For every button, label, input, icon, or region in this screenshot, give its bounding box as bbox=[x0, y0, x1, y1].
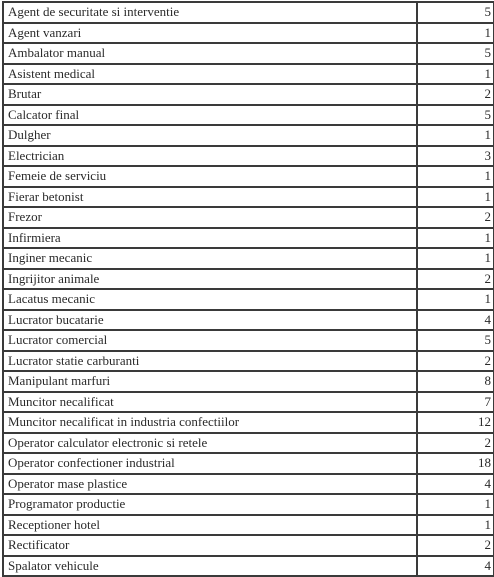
job-count-cell: 1 bbox=[417, 125, 494, 146]
table-row bbox=[3, 515, 494, 536]
table-row bbox=[3, 166, 494, 187]
job-title-cell: Asistent medical bbox=[3, 64, 417, 85]
job-count-cell: 5 bbox=[417, 330, 494, 351]
table-row bbox=[3, 412, 494, 433]
job-title-cell: Spalator vehicule bbox=[3, 556, 417, 577]
job-title-cell: Lucrator statie carburanti bbox=[3, 351, 417, 372]
job-count-cell: 5 bbox=[417, 105, 494, 126]
job-count-cell: 1 bbox=[417, 166, 494, 187]
table-row bbox=[3, 146, 494, 167]
job-title-cell: Ingrijitor animale bbox=[3, 269, 417, 290]
job-count-cell: 4 bbox=[417, 556, 494, 577]
table-row bbox=[3, 392, 494, 413]
table-row bbox=[3, 207, 494, 228]
job-count-cell: 4 bbox=[417, 474, 494, 495]
table-row bbox=[3, 371, 494, 392]
job-title-cell: Fierar betonist bbox=[3, 187, 417, 208]
job-count-cell: 8 bbox=[417, 371, 494, 392]
job-count-cell: 1 bbox=[417, 187, 494, 208]
job-count-cell: 4 bbox=[417, 310, 494, 331]
table-row bbox=[3, 125, 494, 146]
job-count-cell: 18 bbox=[417, 453, 494, 474]
job-count-cell: 2 bbox=[417, 84, 494, 105]
job-count-cell: 1 bbox=[417, 494, 494, 515]
job-count-cell: 1 bbox=[417, 228, 494, 249]
job-title-cell: Electrician bbox=[3, 146, 417, 167]
job-title-cell: Dulgher bbox=[3, 125, 417, 146]
job-title-cell: Lucrator comercial bbox=[3, 330, 417, 351]
table-row bbox=[3, 2, 494, 23]
job-count-cell: 1 bbox=[417, 248, 494, 269]
job-count-cell: 2 bbox=[417, 351, 494, 372]
table-row bbox=[3, 453, 494, 474]
table-row bbox=[3, 330, 494, 351]
job-count-cell: 7 bbox=[417, 392, 494, 413]
job-title-cell: Inginer mecanic bbox=[3, 248, 417, 269]
table-row bbox=[3, 64, 494, 85]
job-title-cell: Frezor bbox=[3, 207, 417, 228]
job-title-cell: Muncitor necalificat in industria confectiilor bbox=[3, 412, 417, 433]
job-title-cell: Calcator final bbox=[3, 105, 417, 126]
table-row bbox=[3, 494, 494, 515]
table-row bbox=[3, 269, 494, 290]
table-row bbox=[3, 84, 494, 105]
job-title-cell: Muncitor necalificat bbox=[3, 392, 417, 413]
job-count-cell: 1 bbox=[417, 289, 494, 310]
job-count-cell: 12 bbox=[417, 412, 494, 433]
job-title-cell: Ambalator manual bbox=[3, 43, 417, 64]
table-row bbox=[3, 43, 494, 64]
table-row bbox=[3, 351, 494, 372]
job-title-cell: Lacatus mecanic bbox=[3, 289, 417, 310]
table-row bbox=[3, 556, 494, 577]
job-title-cell: Infirmiera bbox=[3, 228, 417, 249]
jobs-table-body bbox=[3, 2, 494, 576]
table-row bbox=[3, 535, 494, 556]
table-row bbox=[3, 289, 494, 310]
job-title-cell: Operator confectioner industrial bbox=[3, 453, 417, 474]
table-row bbox=[3, 187, 494, 208]
jobs-table bbox=[2, 1, 494, 577]
job-count-cell: 2 bbox=[417, 433, 494, 454]
job-title-cell: Operator calculator electronic si retele bbox=[3, 433, 417, 454]
job-count-cell: 5 bbox=[417, 2, 494, 23]
job-count-cell: 2 bbox=[417, 269, 494, 290]
job-title-cell: Brutar bbox=[3, 84, 417, 105]
table-row bbox=[3, 433, 494, 454]
table-row bbox=[3, 248, 494, 269]
job-title-cell: Agent de securitate si interventie bbox=[3, 2, 417, 23]
job-title-cell: Operator mase plastice bbox=[3, 474, 417, 495]
job-count-cell: 1 bbox=[417, 515, 494, 536]
job-count-cell: 5 bbox=[417, 43, 494, 64]
job-count-cell: 3 bbox=[417, 146, 494, 167]
job-count-cell: 2 bbox=[417, 535, 494, 556]
job-title-cell: Rectificator bbox=[3, 535, 417, 556]
job-title-cell: Receptioner hotel bbox=[3, 515, 417, 536]
table-row bbox=[3, 23, 494, 44]
table-row bbox=[3, 310, 494, 331]
job-title-cell: Agent vanzari bbox=[3, 23, 417, 44]
job-title-cell: Femeie de serviciu bbox=[3, 166, 417, 187]
job-title-cell: Lucrator bucatarie bbox=[3, 310, 417, 331]
job-title-cell: Manipulant marfuri bbox=[3, 371, 417, 392]
job-title-cell: Programator productie bbox=[3, 494, 417, 515]
job-count-cell: 1 bbox=[417, 23, 494, 44]
table-row bbox=[3, 228, 494, 249]
job-count-cell: 2 bbox=[417, 207, 494, 228]
job-count-cell: 1 bbox=[417, 64, 494, 85]
table-row bbox=[3, 105, 494, 126]
table-row bbox=[3, 474, 494, 495]
